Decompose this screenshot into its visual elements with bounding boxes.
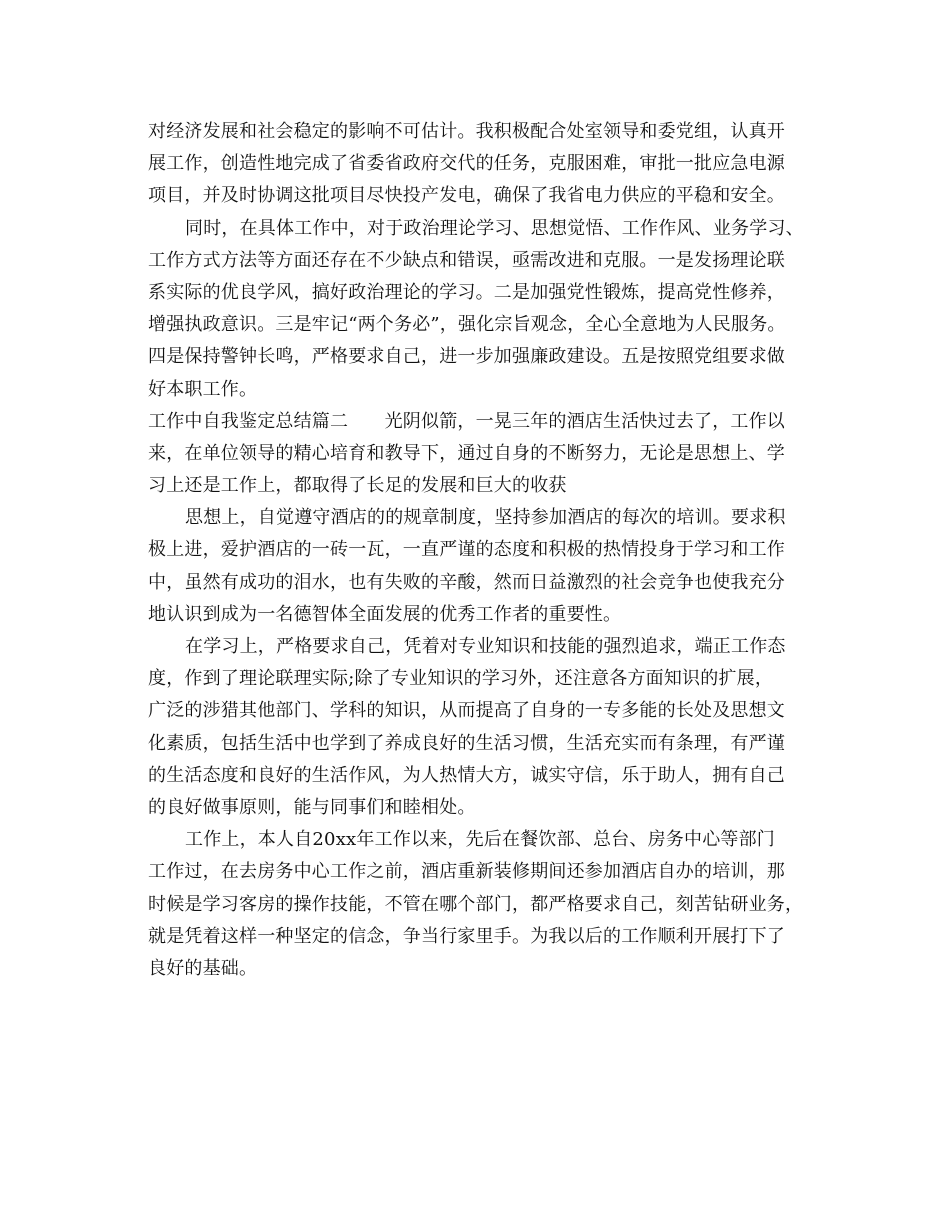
text-line: 在学习上，严格要求自己，凭着对专业知识和技能的强烈追求，端正工作态 — [185, 636, 786, 657]
text-line: 思想上，自觉遵守酒店的的规章制度，坚持参加酒店的每次的培训。要求积 — [185, 507, 786, 529]
text-line: 化素质，包括生活中也学到了养成良好的生活习惯，生活充实而有条理，有严谨 — [148, 732, 785, 754]
text-line: 习上还是工作上，都取得了长足的发展和巨大的收获 — [148, 475, 567, 497]
text-line: 的良好做事原则，能与同事们和睦相处。 — [148, 796, 476, 818]
text-line: 工作中自我鉴定总结篇二 光阴似箭，一晃三年的酒店生活快过去了，工作以 — [148, 410, 785, 432]
text-line: 项目，并及时协调这批项目尽快投产发电，确保了我省电力供应的平稳和安全。 — [148, 185, 785, 207]
text-line: 时候是学习客房的操作技能，不管在哪个部门，都严格要求自己，刻苦钻研业务， — [148, 893, 804, 915]
text-line: 工作上，本人自20xx年工作以来，先后在餐饮部、总台、房务中心等部门 — [185, 829, 776, 851]
text-line: 的生活态度和良好的生活作风，为人热情大方，诚实守信，乐于助人，拥有自己 — [148, 764, 785, 786]
text-line: 度，作到了理论联理实际;除了专业知识的学习外，还注意各方面知识的扩展， — [148, 668, 774, 690]
text-line: 地认识到成为一名德智体全面发展的优秀工作者的重要性。 — [148, 603, 622, 625]
text-line: 同时，在具体工作中，对于政治理论学习、思想觉悟、工作作风、业务学习、 — [185, 217, 804, 239]
text-line: 极上进，爱护酒店的一砖一瓦，一直严谨的态度和积极的热情投身于学习和工作 — [148, 539, 785, 561]
text-line: 系实际的优良学风，搞好政治理论的学习。二是加强党性锻炼，提高党性修养， — [148, 281, 785, 303]
text-line: 来，在单位领导的精心培育和教导下，通过自身的不断努力，无论是思想上、学 — [148, 442, 785, 464]
text-line: 展工作，创造性地完成了省委省政府交代的任务，克服困难，审批一批应急电源 — [148, 153, 785, 175]
text-line: 良好的基础。 — [148, 957, 258, 979]
text-line: 对经济发展和社会稳定的影响不可估计。我积极配合处室领导和委党组，认真开 — [148, 121, 785, 142]
text-line: 四是保持警钟长鸣，严格要求自己，进一步加强廉政建设。五是按照党组要求做 — [148, 346, 785, 368]
text-line: 增强执政意识。三是牢记“两个务必”，强化宗旨观念，全心全意地为人民服务。 — [148, 314, 786, 336]
text-line: 工作方式方法等方面还存在不少缺点和错误，亟需改进和克服。一是发扬理论联 — [148, 249, 785, 271]
text-line: 工作过，在去房务中心工作之前，酒店重新装修期间还参加酒店自办的培训，那 — [148, 861, 785, 883]
text-line: 中，虽然有成功的泪水，也有失败的辛酸，然而日益激烈的社会竞争也使我充分 — [148, 571, 785, 593]
text-line: 广泛的涉猎其他部门、学科的知识，从而提高了自身的一专多能的长处及思想文 — [148, 700, 785, 722]
document-body — [148, 116, 810, 985]
text-line: 好本职工作。 — [148, 378, 258, 400]
text-line: 就是凭着这样一种坚定的信念，争当行家里手。为我以后的工作顺利开展打下了 — [148, 925, 785, 947]
